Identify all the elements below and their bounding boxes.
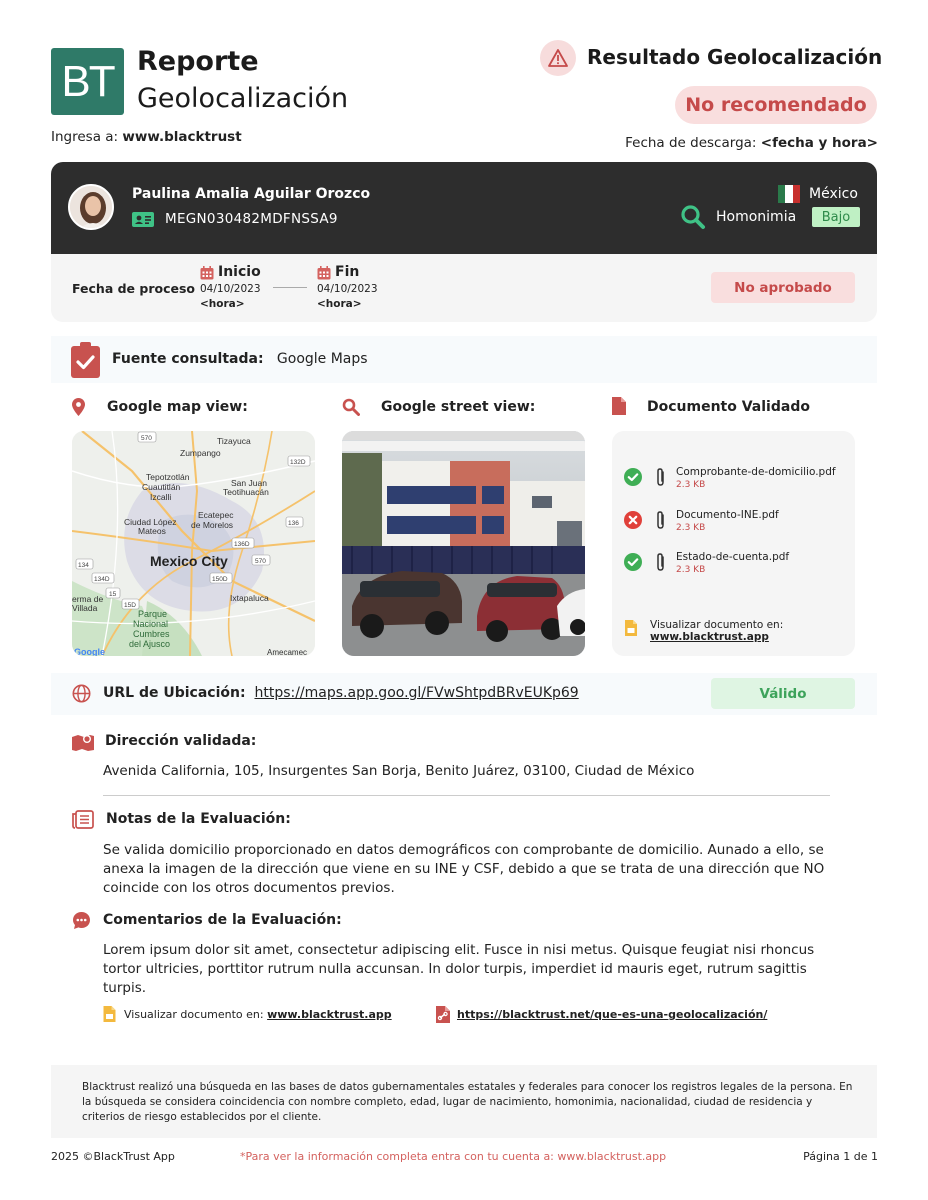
report-subtitle: Geolocalización [137, 83, 349, 114]
map-shield: 136D [234, 541, 250, 548]
map-label: Ciudad López [124, 517, 177, 527]
process-label: Fecha de proceso [72, 281, 195, 296]
map-shield: 134D [94, 576, 110, 583]
disclaimer-text: Blacktrust realizó una búsqueda en las bases de datos gubernamentales estatales y federales para conocer los registros legales de la persona. En la búsqueda se considera coincidencia con nombre completo, edad, lugar de nacimiento, homonimia, nacionalidad, ciudad de residencia y criterios de riesgo establecidos por el cliente. [82, 1081, 853, 1123]
map-label: Nacional [133, 619, 169, 629]
brand-logo [51, 48, 124, 115]
clipboard-check-icon [71, 342, 100, 382]
map-label: Cumbres [133, 629, 170, 639]
map-label: Mexico City [150, 553, 228, 569]
article-link-line [457, 1008, 767, 1021]
ingresa-label: Ingresa a: [51, 129, 119, 145]
document-file-size: 2.3 KB [676, 523, 706, 533]
file-icon [103, 1006, 116, 1026]
url-line [103, 685, 579, 701]
check-circle-icon [624, 468, 642, 490]
country-value: México [809, 186, 858, 202]
paperclip-icon [655, 510, 666, 534]
location-pin-icon [72, 398, 85, 420]
calendar-icon [317, 265, 331, 284]
footer-page-number: Página 1 de 1 [803, 1150, 878, 1163]
address-title: Dirección validada: [105, 733, 257, 749]
map-shield: 132D [290, 459, 306, 466]
map-label: del Ajusco [129, 639, 171, 649]
comment-icon [72, 911, 91, 934]
map-label: Ixtapaluca [230, 593, 269, 603]
map-label: Teotihuacán [223, 487, 269, 497]
source-value: Google Maps [276, 351, 368, 367]
docs-view-label: Visualizar documento en: [650, 619, 784, 631]
map-label: Villada [72, 603, 98, 613]
process-status-badge: No aprobado [711, 272, 855, 303]
comments-title: Comentarios de la Evaluación: [103, 912, 342, 928]
document-file-name[interactable]: Documento-INE.pdf [676, 509, 779, 521]
globe-icon [72, 684, 91, 707]
map-shield: 15D [124, 602, 136, 609]
link-file-icon [436, 1006, 450, 1027]
street-section-title: Google street view: [381, 399, 536, 415]
curp-value: MEGN030482MDFNSSA9 [165, 211, 338, 227]
document-file-name[interactable]: Comprobante-de-domicilio.pdf [676, 466, 836, 478]
result-badge: No recomendado [675, 86, 877, 124]
download-date-value: <fecha y hora> [760, 135, 878, 151]
comments-view-line [124, 1008, 392, 1021]
search-icon [342, 398, 360, 420]
map-label: erma de [72, 594, 104, 604]
inicio-time: <hora> [200, 298, 245, 310]
map-label: Amecamec [267, 648, 308, 656]
source-label: Fuente consultada: [112, 351, 264, 367]
article-link[interactable]: https://blacktrust.net/que-es-una-geolocalización/ [457, 1008, 768, 1021]
docs-section-title: Documento Validado [647, 399, 810, 415]
map-shield: 15 [109, 591, 117, 598]
map-label: Izcalli [150, 492, 172, 502]
file-icon [625, 620, 637, 640]
map-shield: 570 [255, 558, 266, 565]
error-circle-icon [624, 511, 642, 533]
map-label: San Juan [231, 478, 267, 488]
check-circle-icon [624, 553, 642, 575]
section-divider [103, 795, 830, 796]
document-file-name[interactable]: Estado-de-cuenta.pdf [676, 551, 790, 563]
url-status-badge: Válido [711, 678, 855, 709]
paperclip-icon [655, 467, 666, 491]
person-name: Paulina Amalia Aguilar Orozco [132, 186, 371, 202]
map-label: Ecatepec [198, 510, 234, 520]
map-label: Mateos [138, 526, 166, 536]
id-card-icon [132, 212, 154, 227]
warning-icon [540, 40, 576, 76]
document-icon [612, 397, 626, 419]
paperclip-icon [655, 552, 666, 576]
inicio-label: Inicio [218, 264, 261, 280]
comments-view-label: Visualizar documento en: [124, 1008, 264, 1021]
source-line [112, 351, 368, 367]
fin-date: 04/10/2023 [317, 283, 378, 295]
google-map-view[interactable] [72, 431, 315, 656]
url-label: URL de Ubicación: [103, 685, 246, 701]
footer-note: *Para ver la información completa entra con tu cuenta a: www.blacktrust.app [240, 1150, 667, 1163]
search-icon [680, 204, 706, 234]
map-label: de Morelos [191, 520, 234, 530]
homonimia-badge: Bajo [812, 207, 860, 227]
map-label: Zumpango [180, 448, 221, 458]
calendar-icon [200, 265, 214, 284]
report-title: Reporte [137, 46, 259, 77]
map-shield: 150D [212, 576, 228, 583]
map-label: Tizayuca [217, 436, 251, 446]
map-label: Tepotzotlán [146, 472, 190, 482]
footer-copyright: 2025 ©BlackTrust App [51, 1150, 175, 1163]
logo-text: BT [61, 56, 114, 106]
docs-view-link[interactable]: www.blacktrust.app [650, 631, 769, 643]
download-date [625, 135, 878, 151]
comments-view-link[interactable]: www.blacktrust.app [267, 1008, 392, 1021]
fin-label: Fin [335, 264, 360, 280]
comments-text: Lorem ipsum dolor sit amet, consectetur adipiscing elit. Fusce in nisi metus. Quisque feugiat nisi rhoncus tortor ultricies, porttitor rutrum nulla accunsan. In dolor turpis, imperdiet id mauris eget, rutrum sagittis turpis. [103, 942, 815, 996]
result-title: Resultado Geolocalización [587, 45, 883, 69]
download-date-label: Fecha de descarga: [625, 135, 757, 151]
homonimia-label: Homonimia [716, 209, 797, 225]
document-file-size: 2.3 KB [676, 565, 706, 575]
date-separator [273, 287, 307, 288]
address-value: Avenida California, 105, Insurgentes San Borja, Benito Juárez, 03100, Ciudad de México [103, 763, 695, 779]
map-shield: 570 [141, 435, 152, 442]
notes-icon [72, 810, 94, 833]
inicio-date: 04/10/2023 [200, 283, 261, 295]
ingresa-link[interactable]: www.blacktrust [122, 129, 242, 145]
person-card [51, 162, 877, 254]
notes-text: Se valida domicilio proporcionado en datos demográficos con comprobante de domicilio. Aunado a ello, se anexa la imagen de la dirección que viene en su INE y CSF, debido a que se trata de una dirección que NO coincide con los otros documentos previos. [103, 842, 825, 896]
google-street-view[interactable] [342, 431, 585, 656]
map-location-icon [72, 733, 94, 755]
map-label: Cuautitlán [142, 482, 181, 492]
document-file-size: 2.3 KB [676, 480, 706, 490]
map-label: Parque [138, 609, 168, 619]
mexico-flag-icon [778, 185, 800, 203]
avatar [68, 184, 114, 230]
notes-title: Notas de la Evaluación: [106, 811, 291, 827]
google-logo: Google [74, 647, 105, 656]
location-url-link[interactable]: https://maps.app.goo.gl/FVwShtpdBRvEUKp69 [254, 685, 579, 701]
map-shield: 136 [288, 520, 299, 527]
fin-time: <hora> [317, 298, 362, 310]
map-section-title: Google map view: [107, 399, 248, 415]
ingresa-line [51, 129, 242, 145]
map-shield: 134 [78, 562, 89, 569]
